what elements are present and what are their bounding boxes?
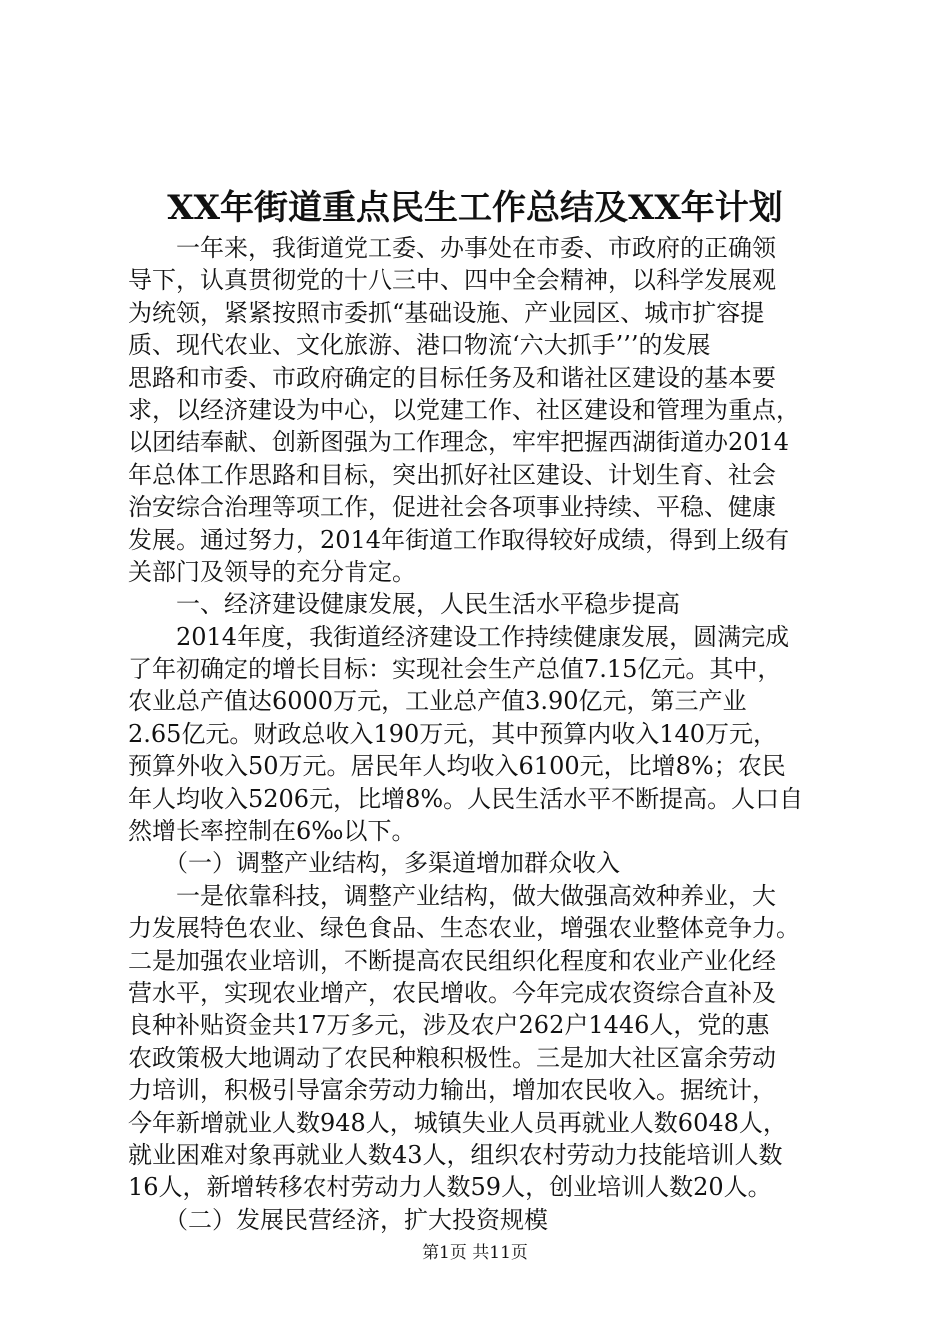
body-line: 思路和市委、市政府确定的目标任务及和谐社区建设的基本要 <box>128 363 776 392</box>
body-line: （二）发展民营经济，扩大投资规模 <box>128 1205 548 1234</box>
body-line: 年人均收入5206元，比增8%。人民生活水平不断提高。人口自 <box>128 784 804 813</box>
body-line: （一）调整产业结构，多渠道增加群众收入 <box>128 849 620 878</box>
body-line: 农政策极大地调动了农民种粮积极性。三是加大社区富余劳动 <box>128 1043 776 1072</box>
body-line: 良种补贴资金共17万多元，涉及农户262户1446人，党的惠 <box>128 1011 770 1040</box>
document-body <box>128 232 838 1236</box>
body-line: 一、经济建设健康发展，人民生活水平稳步提高 <box>128 590 680 619</box>
body-line: 2014年度，我街道经济建设工作持续健康发展，圆满完成 <box>128 622 790 651</box>
body-line: 质、现代农业、文化旅游、港口物流‘六大抓手’’’的发展 <box>128 331 711 360</box>
body-line: 关部门及领导的充分肯定。 <box>128 557 416 586</box>
body-line: 就业困难对象再就业人数43人，组织农村劳动力技能培训人数 <box>128 1140 783 1169</box>
body-line: 预算外收入50万元。居民年人均收入6100元，比增8%；农民 <box>128 752 786 781</box>
body-line: 了年初确定的增长目标：实现社会生产总值7.15亿元。其中， <box>128 655 782 684</box>
body-line: 一年来，我街道党工委、办事处在市委、市政府的正确领 <box>128 234 776 262</box>
body-line: 治安综合治理等项工作，促进社会各项事业持续、平稳、健康 <box>128 493 776 522</box>
body-line: 2.65亿元。财政总收入190万元，其中预算内收入140万元， <box>128 719 778 748</box>
document-title: XX年街道重点民生工作总结及XX年计划 <box>167 188 783 228</box>
body-line: 导下，认真贯彻党的十八三中、四中全会精神，以科学发展观 <box>128 266 776 295</box>
body-line: 二是加强农业培训，不断提高农民组织化程度和农业产业化经 <box>128 946 776 975</box>
body-line: 发展。通过努力，2014年街道工作取得较好成绩，得到上级有 <box>128 525 790 554</box>
body-line: 力发展特色农业、绿色食品、生态农业，增强农业整体竞争力。 <box>128 914 800 943</box>
body-line: 求，以经济建设为中心，以党建工作、社区建设和管理为重点， <box>128 395 800 424</box>
body-line: 然增长率控制在6‰以下。 <box>128 817 416 846</box>
body-line: 年总体工作思路和目标，突出抓好社区建设、计划生育、社会 <box>128 460 776 489</box>
body-line: 力培训，积极引导富余劳动力输出，增加农民收入。据统计， <box>128 1076 776 1105</box>
body-line: 为统领，紧紧按照市委抓“基础设施、产业园区、城市扩容提 <box>128 298 765 327</box>
body-line: 16人，新增转移农村劳动力人数59人，创业培训人数20人。 <box>128 1173 772 1202</box>
body-line: 农业总产值达6000万元，工业总产值3.90亿元，第三产业 <box>128 687 747 716</box>
body-line: 营水平，实现农业增产，农民增收。今年完成农资综合直补及 <box>128 978 776 1007</box>
body-line: 一是依靠科技，调整产业结构，做大做强高效种养业，大 <box>128 881 776 910</box>
body-line: 今年新增就业人数948人，城镇失业人员再就业人数6048人， <box>128 1108 787 1137</box>
page-footer: 第1页 共11页 <box>422 1243 528 1263</box>
body-line: 以团结奉献、创新图强为工作理念，牢牢把握西湖街道办2014 <box>128 428 790 457</box>
